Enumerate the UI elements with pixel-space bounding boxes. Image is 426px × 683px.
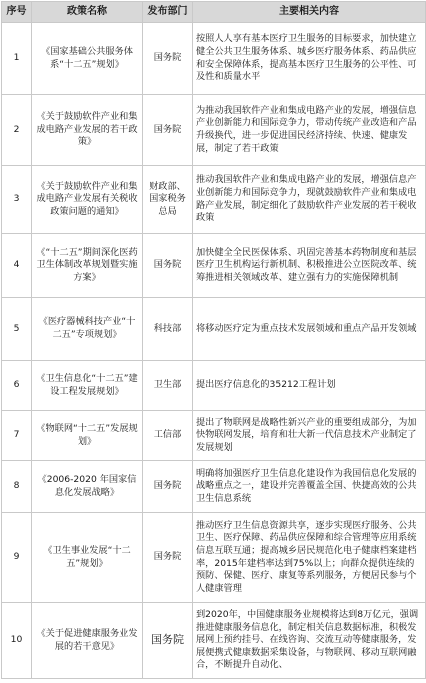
table-row <box>2 603 426 679</box>
policy-dept: 科技部 <box>143 298 193 361</box>
policy-content: 将移动医疗定为重点技术发展领域和重点产品开发领域 <box>193 298 426 361</box>
row-no: 6 <box>2 361 32 411</box>
policy-content: 为推动我国软件产业和集成电路产业的发展，增强信息产业创新能力和国际竞争力，带动传统产业改造和产品升级换代，进一步促进国民经济持续、快速、健康发展，制定了若干政策 <box>193 95 426 166</box>
policy-name: 《关于鼓励软件产业和集成电路产业发展有关税收政策问题的通知》 <box>32 166 143 234</box>
header-dept: 发布部门 <box>143 2 193 23</box>
row-no: 3 <box>2 166 32 234</box>
policy-dept: 工信部 <box>143 411 193 461</box>
policy-name: 《医疗器械科技产业“十二五”专项规划》 <box>32 298 143 361</box>
policy-name: 《国家基础公共服务体系“十二五”规划》 <box>32 23 143 95</box>
policy-dept: 国务院 <box>143 95 193 166</box>
policy-dept: 国务院 <box>143 23 193 95</box>
table-row <box>2 513 426 603</box>
policy-name: 《2006-2020 年国家信息化发展战略》 <box>32 461 143 513</box>
header-name: 政策名称 <box>32 2 143 23</box>
policy-dept: 国务院 <box>143 234 193 298</box>
row-no: 4 <box>2 234 32 298</box>
header-no: 序号 <box>2 2 32 23</box>
policy-name: 《“十二五”期间深化医药卫生体制改革规划暨实施方案》 <box>32 234 143 298</box>
policy-content: 按照人人享有基本医疗卫生服务的目标要求，加快建立健全公共卫生服务体系、城乡医疗服务体系、药品供应和安全保障体系，提高基本医疗卫生服务的公平性、可及性和质量水平 <box>193 23 426 95</box>
row-no: 7 <box>2 411 32 461</box>
policy-content: 提出了物联网是战略性新兴产业的重要组成部分，为加快物联网发展，培育和壮大新一代信息技术产业制定了发展规划 <box>193 411 426 461</box>
policy-table <box>1 1 426 679</box>
policy-content: 明确将加强医疗卫生信息化建设作为我国信息化发展的战略重点之一，建设并完善覆盖全国、快捷高效的公共卫生信息系统 <box>193 461 426 513</box>
row-no: 9 <box>2 513 32 603</box>
policy-name: 《物联网“十二五”发展规划》 <box>32 411 143 461</box>
policy-content: 加快健全全民医保体系、巩固完善基本药物制度和基层医疗卫生机构运行新机制、积极推进公立医院改革、统筹推进相关领域改革、建立强有力的实施保障机制 <box>193 234 426 298</box>
policy-content: 推动医疗卫生信息资源共享，逐步实现医疗服务、公共卫生、医疗保障、药品供应保障和综合管理等应用系统信息互联互通；提高城乡居民规范化电子健康档案建档率，2015年建档率达到75%以上；向群众提供连续的预防、保健、医疗、康复等系列服务，方便居民参与个人健康管理 <box>193 513 426 603</box>
header-content: 主要相关内容 <box>193 2 426 23</box>
policy-dept: 财政部、国家税务总局 <box>143 166 193 234</box>
policy-dept: 国务院 <box>143 461 193 513</box>
row-no: 8 <box>2 461 32 513</box>
policy-content: 提出医疗信息化的35212工程计划 <box>193 361 426 411</box>
table-row <box>2 298 426 361</box>
row-no: 2 <box>2 95 32 166</box>
policy-content: 到2020年，中国健康服务业规模将达到8万亿元，强调推进健康服务信息化，制定相关信息数据标准，积极发展网上预约挂号、在线咨询、交流互动等健康服务，发展便携式健康数据采集设备，与物联网、移动互联网融合，不断提升自动化、 <box>193 603 426 679</box>
policy-dept: 国务院 <box>143 513 193 603</box>
policy-dept: 国务院 <box>143 603 193 679</box>
table-row <box>2 411 426 461</box>
policy-dept: 卫生部 <box>143 361 193 411</box>
policy-content: 推动我国软件产业和集成电路产业的发展，增强信息产业创新能力和国际竞争力，现就鼓励软件产业和集成电路产业发展，制定细化了鼓励软件产业发展的若干税收政策 <box>193 166 426 234</box>
header-row <box>2 2 426 23</box>
policy-name: 《卫生事业发展“十二五”规划》 <box>32 513 143 603</box>
table-row <box>2 361 426 411</box>
policy-name: 《卫生信息化“十二五”建设工程发展规划》 <box>32 361 143 411</box>
table-row <box>2 234 426 298</box>
policy-name: 《关于鼓励软件产业和集成电路产业发展的若干政策》 <box>32 95 143 166</box>
table-row <box>2 23 426 95</box>
table-row <box>2 95 426 166</box>
row-no: 10 <box>2 603 32 679</box>
policy-name: 《关于促进健康服务业发展的若干意见》 <box>32 603 143 679</box>
table-row <box>2 166 426 234</box>
row-no: 1 <box>2 23 32 95</box>
row-no: 5 <box>2 298 32 361</box>
table-row <box>2 461 426 513</box>
